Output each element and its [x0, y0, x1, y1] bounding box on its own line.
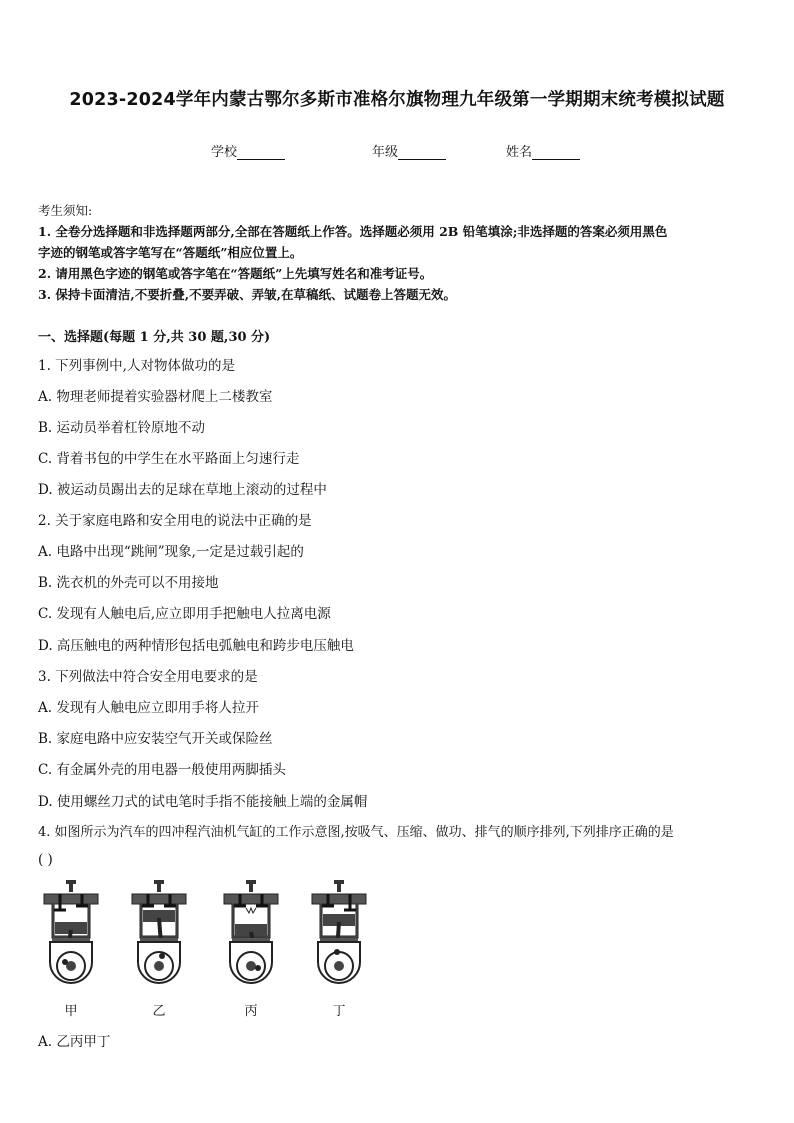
- question-1: 1. 下列事例中,人对物体做功的是: [38, 358, 235, 374]
- student-info-row: [0, 141, 794, 161]
- option-2d: D. 高压触电的两种情形包括电弧触电和跨步电压触电: [38, 638, 354, 654]
- figure-label-yi: 乙: [152, 1004, 166, 1019]
- engine-cylinder-icon: [124, 880, 194, 998]
- figure-label-bing: 丙: [244, 1004, 258, 1019]
- name-blank[interactable]: [532, 145, 580, 160]
- grade-blank[interactable]: [398, 145, 446, 160]
- option-1a: A. 物理老师提着实验器材爬上二楼教室: [38, 389, 273, 405]
- engine-diagram-ding: [304, 880, 374, 1020]
- notice-item: 3. 保持卡面清洁,不要折叠,不要弄破、弄皱,在草稿纸、试题卷上答题无效。: [38, 287, 456, 302]
- option-2a: A. 电路中出现“跳闸”现象,一定是过载引起的: [38, 544, 304, 560]
- option-3d: D. 使用螺丝刀式的试电笔时手指不能接触上端的金属帽: [38, 794, 368, 810]
- section-heading: 一、选择题(每题 1 分,共 30 题,30 分): [38, 330, 271, 345]
- option-1c: C. 背着书包的中学生在水平路面上匀速行走: [38, 451, 300, 467]
- figure-label-jia: 甲: [64, 1004, 78, 1019]
- notice-item: 字迹的钢笔或答字笔写在“答题纸”相应位置上。: [38, 245, 303, 260]
- option-3b: B. 家庭电路中应安装空气开关或保险丝: [38, 731, 273, 747]
- option-3c: C. 有金属外壳的用电器一般使用两脚插头: [38, 762, 286, 778]
- school-field[interactable]: [211, 141, 285, 160]
- engine-cylinder-icon: [304, 880, 374, 998]
- engine-cylinder-icon: [36, 880, 106, 998]
- option-2c: C. 发现有人触电后,应立即用手把触电人拉离电源: [38, 606, 331, 622]
- notice-item: 2. 请用黑色字迹的钢笔或答字笔在“答题纸”上先填写姓名和准考证号。: [38, 266, 433, 281]
- exam-notice: [38, 200, 760, 305]
- engine-diagram-jia: [36, 880, 106, 1020]
- school-label: 学校: [211, 145, 238, 160]
- option-1b: B. 运动员举着杠铃原地不动: [38, 420, 206, 436]
- figure-label-ding: 丁: [332, 1004, 346, 1019]
- notice-item: 1. 全卷分选择题和非选择题两部分,全部在答题纸上作答。选择题必须用 2B 铅笔填涂;非选择题的答案必须用黑色: [38, 224, 668, 239]
- notice-lead: 考生须知:: [38, 203, 93, 218]
- question-3: 3. 下列做法中符合安全用电要求的是: [38, 669, 258, 685]
- engine-cylinder-icon: [216, 880, 286, 998]
- engine-diagram-yi: [124, 880, 194, 1020]
- engine-diagram-bing: [216, 880, 286, 1020]
- question-2: 2. 关于家庭电路和安全用电的说法中正确的是: [38, 513, 312, 529]
- name-label: 姓名: [506, 145, 533, 160]
- engine-strokes-figure: [36, 880, 366, 1020]
- question-4: 4. 如图所示为汽车的四冲程汽油机气缸的工作示意图,按吸气、压缩、做功、排气的顺序排列,下列排序正确的是: [38, 825, 674, 840]
- school-blank[interactable]: [237, 145, 285, 160]
- page-title: 2023-2024学年内蒙古鄂尔多斯市准格尔旗物理九年级第一学期期末统考模拟试题: [69, 90, 725, 110]
- grade-field[interactable]: [372, 141, 446, 160]
- option-2b: B. 洗衣机的外壳可以不用接地: [38, 575, 219, 591]
- option-4a: A. 乙丙甲丁: [38, 1034, 111, 1050]
- question-4-bracket: ( ): [38, 852, 53, 868]
- option-3a: A. 发现有人触电应立即用手将人拉开: [38, 700, 259, 716]
- name-field[interactable]: [506, 141, 580, 160]
- option-1d: D. 被运动员踢出去的足球在草地上滚动的过程中: [38, 482, 327, 498]
- grade-label: 年级: [372, 145, 399, 160]
